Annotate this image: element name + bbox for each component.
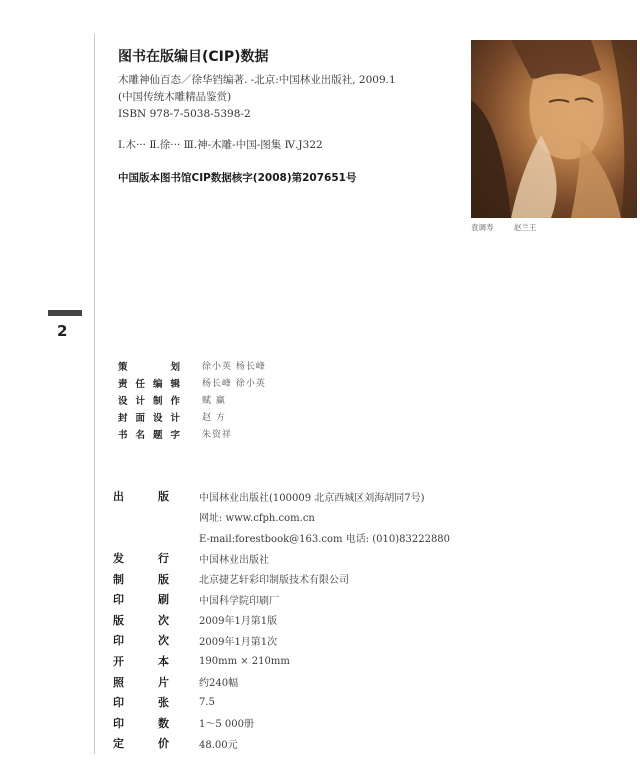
margin-rule [94,34,95,754]
cip-classification: Ⅰ.木··· Ⅱ.徐··· Ⅲ.神-木雕-中国-图集 Ⅳ.J322 [118,139,323,151]
credit-row [118,391,266,408]
credit-value: 赵 方 [202,413,226,423]
publication-label: 制 版 [113,572,169,586]
publication-value: 2009年1月第1版 [199,616,278,628]
cip-isbn-line: ISBN 978-7-5038-5398-2 [118,108,251,120]
credit-row [118,425,266,442]
credit-value: 赋 赢 [202,396,226,406]
publication-row [113,692,450,713]
publication-row [113,589,450,610]
publication-value: 7.5 [199,696,215,708]
cip-approval-number: 中国版本图书馆CIP数据核字(2008)第207651号 [118,172,357,184]
publication-row [113,548,450,569]
publication-row [113,610,450,631]
credit-label: 封 面 设 计 [118,412,180,424]
photo-caption-right: 赵兰王 [513,223,537,232]
credit-row [118,408,266,425]
cip-title-line: 木雕神仙百态／徐华铛编著. -北京:中国林业出版社, 2009.1 [118,74,396,86]
publication-label: 开 本 [113,655,169,669]
publication-label: 印 数 [113,716,169,730]
credit-value: 杨长峰 徐小英 [202,379,266,389]
credit-label: 书 名 题 字 [118,429,180,441]
credit-row [118,357,266,374]
cip-title: 图书在版编目(CIP)数据 [118,49,269,65]
publication-value: 48.00元 [199,739,238,751]
publication-value: 中国林业出版社 [199,554,269,566]
credit-label: 设 计 制 作 [118,395,180,407]
credit-value: 朱资祥 [202,430,233,440]
photo-caption [471,222,554,233]
photo-caption-left: 袁调寿 [471,223,494,232]
publication-row [113,486,450,507]
publication-value: E-mail:forestbook@163.com 电话: (010)83222880 [199,533,451,545]
publication-info [113,486,450,754]
credits-list [118,357,266,442]
credit-label: 策 划 [118,361,180,373]
publication-row [113,507,450,528]
publication-label: 版 次 [113,613,169,627]
publication-label: 定 价 [113,737,169,751]
publication-label: 印 张 [113,696,169,710]
publication-row [113,568,450,589]
publication-row [113,527,450,548]
publication-value: 190mm × 210mm [199,655,290,667]
publication-value: 网址: www.cfph.com.cn [199,513,315,525]
publication-row [113,630,450,651]
publication-value: 中国科学院印刷厂 [199,595,279,607]
cip-block [118,46,396,185]
publication-label: 照 片 [113,675,169,689]
publication-label: 出 版 [113,490,169,504]
publication-label: 发 行 [113,552,169,566]
publication-value: 约240幅 [199,678,239,690]
publication-row [113,713,450,734]
page-marker-bar [48,310,82,316]
publication-label: 印 次 [113,634,169,648]
woodcarving-photo [471,40,637,218]
publication-label: 印 刷 [113,593,169,607]
publication-row [113,671,450,692]
publication-value: 1～5 000册 [199,719,254,731]
publication-row [113,651,450,672]
publication-row [113,733,450,754]
publication-value: 北京捷艺轩彩印制版技术有限公司 [199,575,349,587]
credit-row [118,374,266,391]
credit-label: 责 任 编 辑 [118,378,180,390]
publication-value: 中国林业出版社(100009 北京西城区刘海胡同7号) [199,492,425,504]
credit-value: 徐小英 杨长峰 [202,362,266,372]
publication-value: 2009年1月第1次 [199,636,278,648]
page-number: 2 [57,322,68,340]
cip-series-line: (中国传统木雕精品鉴赏) [118,91,232,103]
